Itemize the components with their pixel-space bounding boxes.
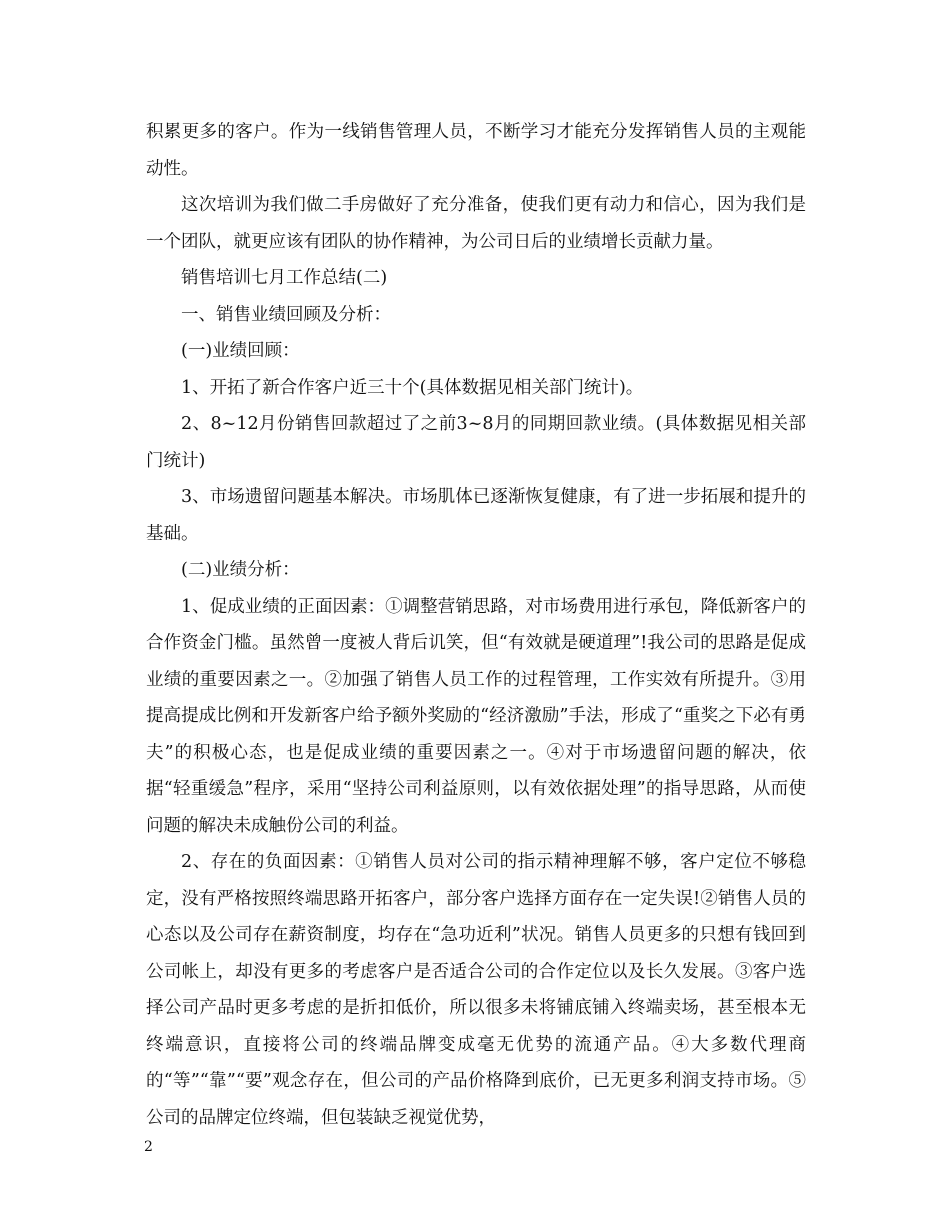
subheading-review: (一)业绩回顾： (181, 341, 300, 361)
section-title: 销售培训七月工作总结(二) (181, 268, 388, 288)
list-item-2: 2、8~12月份销售回款超过了之前3~8月的同期回款业绩。(具体数据见相关部门统计) (146, 414, 806, 471)
paragraph-positive-factors: 1、促成业绩的正面因素：①调整营销思路，对市场费用进行承包，降低新客户的合作资金门槛。虽然曾一度被人背后讥笑，但“有效就是硬道理”!我公司的思路是促成业绩的重要因素之一。②加强了销售人员工作的过程管理，工作实效有所提升。③用提高提成比例和开发新客户给予额外奖励的“经济激励”手法，形成了“重奖之下必有勇夫”的积极心态，也是促成业绩的重要因素之一。④对于市场遗留问题的解决，依据“轻重缓急”程序，采用“坚持公司利益原则，以有效依据处理”的指导思路，从而使问题的解决未成触份公司的利益。 (146, 596, 806, 836)
paragraph-training-summary: 这次培训为我们做二手房做好了充分准备，使我们更有动力和信心，因为我们是一个团队，就更应该有团队的协作精神，为公司日后的业绩增长贡献力量。 (146, 195, 806, 252)
heading-sales-review: 一、销售业绩回顾及分析： (181, 304, 391, 325)
subheading-analysis: (二)业绩分析： (181, 560, 300, 580)
list-item-3: 3、市场遗留问题基本解决。市场肌体已逐渐恢复健康，有了进一步拓展和提升的基础。 (146, 487, 806, 544)
list-item-1: 1、开拓了新合作客户近三十个(具体数据见相关部门统计)。 (181, 377, 644, 398)
page-number: 2 (144, 1139, 153, 1155)
paragraph-negative-factors: 2、存在的负面因素：①销售人员对公司的指示精神理解不够，客户定位不够稳定，没有严格按照终端思路开拓客户，部分客户选择方面存在一定失误!②销售人员的心态以及公司存在薪资制度，均存在“急功近利”状况。销售人员更多的只想有钱回到公司帐上，却没有更多的考虑客户是否适合公司的合作定位以及长久发展。③客户选择公司产品时更多考虑的是折扣低价，所以很多未将铺底铺入终端卖场，甚至根本无终端意识，直接将公司的终端品牌变成毫无优势的流通产品。④大多数代理商的“等”“靠”“要”观念存在，但公司的产品价格降到底价，已无更多利润支持市场。⑤公司的品牌定位终端，但包装缺乏视觉优势， (146, 852, 806, 1128)
paragraph-continuation: 积累更多的客户。作为一线销售管理人员，不断学习才能充分发挥销售人员的主观能动性。 (146, 122, 806, 179)
document-body (146, 114, 806, 1136)
